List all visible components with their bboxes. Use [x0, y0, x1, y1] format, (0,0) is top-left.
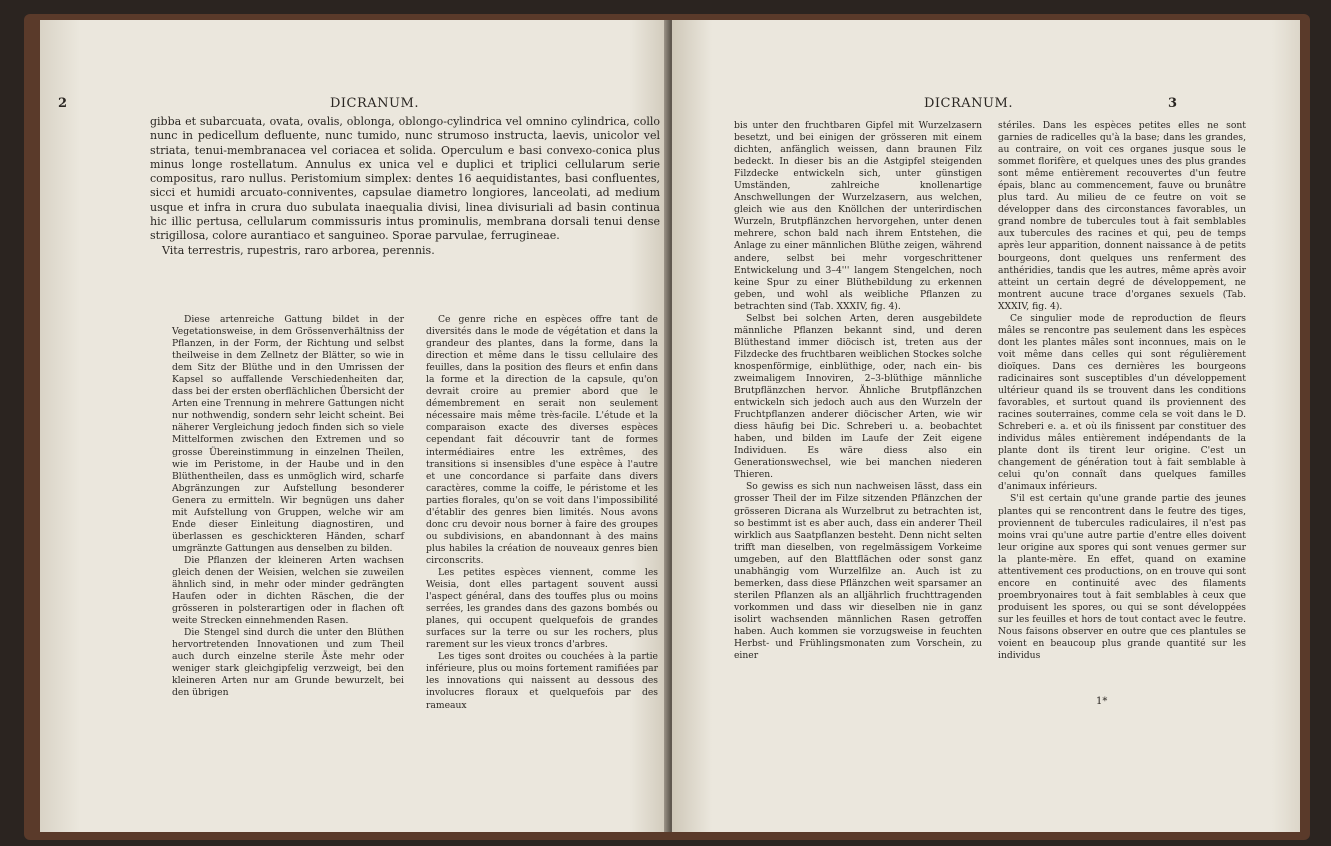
french-paragraph: Ce genre riche en espèces offre tant de diversités dans le mode de végétation et dans la grandeur des plantes, dans la forme, dans la direction et même dans le tissu cellulaire des feuilles, dans la position des fleurs et enfin dans la forme et la direction de la capsule, qu'on devrait croire au premier abord que le démembrement en serait non seulement nécessaire mais même très-facile. L'étude et la comparaison exacte des diverses espèces cependant fait découvrir tant de formes intermédiaires entre les extrêmes, des transitions si insensibles d'une espèce à l'autre et une concordance si parfaite dans divers caractères, comme la coiffe, le péristome et les parties florales, qu'on se voit dans l'impossibilité d'établir des genres bien limités. Nous avons donc cru devoir nous borner à faire des groupes ou subdivisions, en abandonnant à des mains plus habiles la création de nouveaux genres bien circonscrits. [426, 314, 658, 566]
french-paragraph: stériles. Dans les espèces petites elles ne sont garnies de radicelles qu'à la base; dans les grandes, au contraire, on voit ces organes jusque sous le sommet florifère, et quelques unes des plus grandes sont même entièrement recouvertes d'un feutre épais, blanc au commencement, fauve ou brunâtre plus tard. Au milieu de ce feutre on voit se développer dans des circonstances favorables, un grand nombre de tubercules tout à fait semblables aux tubercules des racines et qui, peu de temps après leur apparition, donnent naissance à de petits bourgeons, dont quelques uns renferment des anthéridies, tandis que les autres, même après avoir atteint un certain degré de développement, ne montrent aucune trace d'organes sexuels (Tab. XXXIV, fig. 4). [998, 120, 1246, 312]
french-paragraph: Les tiges sont droites ou couchées à la partie inférieure, plus ou moins fortement ramifiées par les innovations qui naissent au dessous des involucres floraux et quelquefois par des rameaux [426, 651, 658, 711]
right-page [672, 20, 1300, 832]
german-paragraph: Die Stengel sind durch die unter den Blüthen hervortretenden Innovationen und zum Theil auch durch einzelne sterile Äste mehr oder weniger stark gleichgipfelig verzweigt, bei den kleineren Arten nur am Grunde bewurzelt, bei den übrigen [172, 627, 404, 699]
running-head-left: DICRANUM. [330, 96, 419, 111]
german-paragraph: Selbst bei solchen Arten, deren ausgebildete männliche Pflanzen bekannt sind, und deren Blüthestand immer diöcisch ist, treten aus der Filzdecke des fruchtbaren weiblichen Stockes solche knospenförmige, einblüthige, oder, nach ein- bis zweimaligem Innoviren, 2–3-blüthige männliche Brutpflänzchen hervor. Ähnliche Brutpflänzchen entwickeln sich jedoch auch aus den Wurzeln der Fruchtpflanzen anderer diöcischer Arten, wie wir diess häufig bei Dic. Schreberi u. a. beobachtet haben, und bilden im Laufe der Zeit eigene Individuen. Es wäre diess also ein Generationswechsel, wie bei manchen niederen Thieren. [734, 312, 982, 481]
french-column-right [998, 120, 1246, 662]
french-paragraph: Les petites espèces viennent, comme les Weisia, dont elles partagent souvent aussi l'aspect général, dans des touffes plus ou moins serrées, les grandes dans des gazons bombés ou planes, qui occupent quelquefois de grandes surfaces sur la terre ou sur les rochers, plus rarement sur les vieux troncs d'arbres. [426, 566, 658, 651]
left-page [40, 20, 670, 832]
running-head-right: DICRANUM. [924, 96, 1013, 111]
german-column-right [734, 120, 982, 662]
french-paragraph: S'il est certain qu'une grande partie des jeunes plantes qui se rencontrent dans le feutre des tiges, proviennent de tubercules radiculaires, il n'est pas moins vrai qu'une autre partie d'entre elles doivent leur origine aux spores qui sont venues germer sur la plante-mère. En effet, quand on examine attentivement ces productions, on en trouve qui sont encore en continuité avec des filaments proembryonaires tout à fait semblables à ceux que produisent les spores, ou qui se sont développées sur les feuilles et hors de tout contact avec le feutre. Nous faisons observer en outre que ces plantules se voient en beaucoup plus grande quantité sur les individus [998, 493, 1246, 662]
german-paragraph: Diese artenreiche Gattung bildet in der Vegetationsweise, in dem Grössenverhältniss der Pflanzen, in der Form, der Richtung und selbst theilweise in dem Zellnetz der Blätter, so wie in dem Sitz der Blüthe und in den Umrissen der Kapsel so auffallende Verschiedenheiten dar, dass bei der ersten oberflächlichen Übersicht der Arten eine Trennung in mehrere Gattungen nicht nur nothwendig, sondern sehr leicht scheint. Bei näherer Vergleichung jedoch finden sich so viele Mittelformen zwischen den Extremen und so grosse Übereinstimmung in einzelnen Theilen, wie im Peristome, in der Haube und in den Blüthentheilen, dass es unmöglich wird, scharfe Abgränzungen zur Aufstellung besonderer Genera zu ermitteln. Wir begnügen uns daher mit Aufstellung von Gruppen, welche wir am Ende dieser Einleitung diagnostiren, und überlassen es geschickteren Händen, scharf umgränzte Gattungen aus denselben zu bilden. [172, 314, 404, 554]
signature-mark: 1* [1096, 696, 1108, 707]
page-number-left: 2 [58, 96, 68, 111]
french-column-left [426, 314, 658, 712]
latin-paragraph: gibba et subarcuata, ovata, ovalis, oblonga, oblongo-cylindrica vel omnino cylindrica, collo nunc in pedicellum defluente, nunc tumido, nunc strumoso instructa, laevis, unicolor vel striata, tenui-membranacea vel coriacea et solida. Operculum e basi convexo-conica plus minus longe rostellatum. Annulus ex unica vel e duplici et triplici cellularum serie compositus, raro nullus. Peristomium simplex: dentes 16 aequidistantes, basi confluentes, sicci et humidi arcuato-conniventes, capsulae diametro longiores, lanceolati, ad medium usque et infra in crura duo subulata inaequalia divisi, linea divisuriali ad basin continua hic illic pertusa, cellularum commissuris intus prominulis, membrana dorsali tenui dense strigillosa, colore aurantiaco et sanguineo. Sporae parvulae, ferrugineae. [150, 115, 660, 243]
vita-line: Vita terrestris, rupestris, raro arborea, perennis. [162, 243, 435, 257]
german-paragraph: Die Pflanzen der kleineren Arten wachsen gleich denen der Weisien, welchen sie zuweilen ähnlich sind, in mehr oder minder gedrängten Haufen oder in dichten Räschen, die der grösseren in polsterartigen oder in flachen oft weite Strecken einnehmenden Rasen. [172, 554, 404, 627]
german-paragraph: So gewiss es sich nun nachweisen lässt, dass ein grosser Theil der im Filze sitzenden Pflänzchen der grösseren Dicrana als Wurzelbrut zu betrachten ist, so bestimmt ist es aber auch, dass ein anderer Theil wirklich aus Saatpflanzen besteht. Denn nicht selten trifft man dieselben, von regelmässigem Vorkeime umgeben, auf den Blattflächen oder sonst ganz unabhängig vom Wurzelfilze an. Auch ist zu bemerken, dass diese Pflänzchen weit sparsamer an sterilen Pflanzen als an alljährlich fruchttragenden vorkommen und dass wir dieselben nie in ganz isolirt wachsenden männlichen Rasen getroffen haben. Auch kommen sie vorzugsweise in feuchten Herbst- und Frühlingsmonaten zum Vorschein, zu einer [734, 481, 982, 662]
page-number-right: 3 [1168, 96, 1178, 111]
german-paragraph: bis unter den fruchtbaren Gipfel mit Wurzelzasern besetzt, und bei einigen der grösseren mit einem dichten, anfänglich weissen, dann braunen Filz bedeckt. In dieser bis an die Astgipfel steigenden Filzdecke entwickeln sich, unter günstigen Umständen, zahlreiche knollenartige Anschwellungen der Wurzelzasern, aus welchen, gleich wie aus den Knöllchen der unterirdischen Wurzeln, Brutpflänzchen hervorgehen, unter denen mehrere, schon bald nach ihrem Entstehen, die Anlage zu einer männlichen Blüthe zeigen, während andere, selbst bei mehr vorgeschrittener Entwickelung und 3–4''' langem Stengelchen, noch keine Spur zu einer Blüthebildung zu erkennen geben, und wohl als weibliche Pflanzen zu betrachten sind (Tab. XXXIV, fig. 4). [734, 120, 982, 312]
french-paragraph: Ce singulier mode de reproduction de fleurs mâles se rencontre pas seulement dans les espèces dont les plantes mâles sont inconnues, mais on le voit même dans celles qui sont régulièrement dioïques. Dans ces dernières les bourgeons radicinaires sont susceptibles d'un développement ultérieur quand ils se trouvent dans les conditions favorables, et surtout quand ils proviennent des racines souterraines, comme cela se voit dans le D. Schreberi e. a. et où ils finissent par constituer des individus mâles entièrement indépendants de la plante dont ils tirent leur origine. C'est un changement de génération tout à fait semblable à celui qu'on connaît dans quelques familles d'animaux inférieurs. [998, 312, 1246, 493]
german-column-left [172, 314, 404, 700]
latin-diagnosis [150, 115, 660, 258]
